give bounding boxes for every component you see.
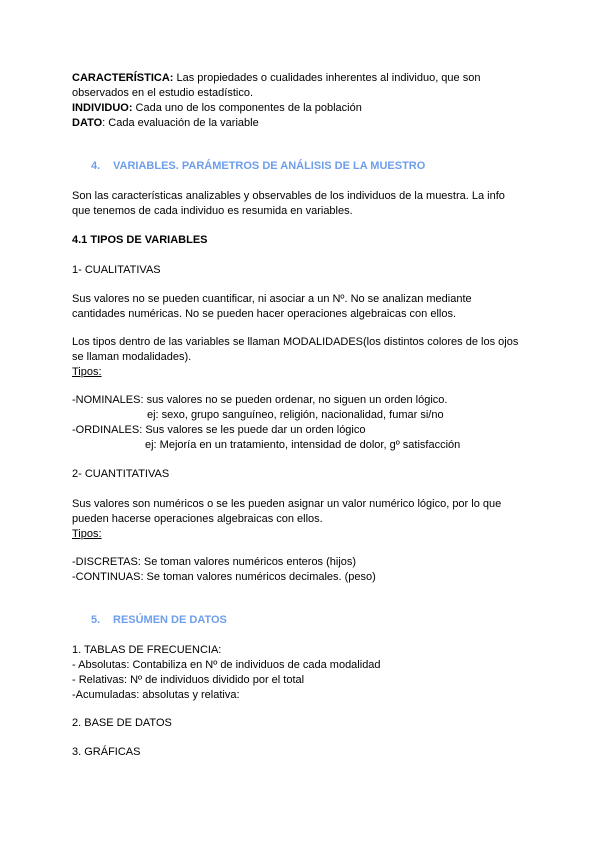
cualitativas-paragraph-1 xyxy=(72,292,542,322)
tipos-label: Tipos: xyxy=(72,528,102,540)
cualitativas-title: 1- CUALITATIVAS xyxy=(72,264,161,276)
paragraph-line: Los tipos dentro de las variables se llaman MODALIDADES(los distintos colores de los ojos xyxy=(72,336,519,348)
definition-term: DATO xyxy=(72,117,103,129)
intro-line-2: que tenemos de cada individuo es resumida en variables. xyxy=(72,205,353,217)
definition-term: CARACTERÍSTICA: xyxy=(72,72,174,84)
paragraph-line: Sus valores no se pueden cuantificar, ni asociar a un Nº. No se analizan mediante xyxy=(72,293,472,305)
type-ordinales-example: ej: Mejoría en un tratamiento, intensidad de dolor, gº satisfacción xyxy=(145,439,461,451)
section4-title: VARIABLES. PARÁMETROS DE ANÁLISIS DE LA MUESTRO xyxy=(113,160,426,172)
paragraph-line: Sus valores son numéricos o se les pueden asignar un valor numérico lógico, por lo que xyxy=(72,498,502,510)
section5-heading xyxy=(91,613,561,628)
type-continuas: -CONTINUAS: Se toman valores numéricos decimales. (peso) xyxy=(72,571,376,583)
definition-dato xyxy=(72,116,542,131)
list-item-relativas: - Relativas: Nº de individuos dividido por el total xyxy=(72,674,305,686)
cuantitativas-types xyxy=(72,555,542,585)
cuantitativas-paragraph xyxy=(72,497,542,542)
definition-caracteristica xyxy=(72,71,542,86)
definition-text: Cada uno de los componentes de la población xyxy=(132,102,362,114)
definition-caracteristica-cont: observados en el estudio estadístico. xyxy=(72,87,254,99)
definition-term: INDIVIDUO: xyxy=(72,102,133,114)
list-item-base-datos: 2. BASE DE DATOS xyxy=(72,717,172,729)
subsection-title: 4.1 TIPOS DE VARIABLES xyxy=(72,234,208,246)
type-ordinales: -ORDINALES: Sus valores se les puede dar un orden lógico xyxy=(72,424,366,436)
section5-number: 5. xyxy=(91,614,101,626)
cualitativas-paragraph-2 xyxy=(72,335,542,380)
definition-text: Las propiedades o cualidades inherentes al individuo, que son xyxy=(173,72,481,84)
cualitativas-types xyxy=(72,393,542,453)
list-item-absolutas: - Absolutas: Contabiliza en Nº de individuos de cada modalidad xyxy=(72,659,381,671)
paragraph-line: cantidades numéricas. No se pueden hacer operaciones algebraicas con ellos. xyxy=(72,308,457,320)
tipos-label: Tipos: xyxy=(72,366,102,378)
section5-title: RESÚMEN DE DATOS xyxy=(113,614,227,626)
list-item-graficas: 3. GRÁFICAS xyxy=(72,746,141,758)
definition-text: : Cada evaluación de la variable xyxy=(102,117,259,129)
paragraph-line: pueden hacerse operaciones algebraicas con ellos. xyxy=(72,513,323,525)
section4-intro xyxy=(72,189,542,219)
list-item-tablas: 1. TABLAS DE FRECUENCIA: xyxy=(72,644,222,656)
type-nominales-example: ej: sexo, grupo sanguíneo, religión, nacionalidad, fumar si/no xyxy=(147,409,444,421)
definitions-block xyxy=(72,71,542,131)
section5-list xyxy=(72,643,542,703)
definition-individuo xyxy=(72,101,542,116)
type-nominales: -NOMINALES: sus valores no se pueden ordenar, no siguen un orden lógico. xyxy=(72,394,448,406)
list-item-acumuladas: -Acumuladas: absolutas y relativa: xyxy=(72,689,240,701)
intro-line-1: Son las características analizables y observables de los individuos de la muestra. La info xyxy=(72,190,505,202)
section4-number: 4. xyxy=(91,160,101,172)
cuantitativas-title: 2- CUANTITATIVAS xyxy=(72,468,170,480)
section4-heading xyxy=(91,159,561,174)
type-discretas: -DISCRETAS: Se toman valores numéricos enteros (hijos) xyxy=(72,556,357,568)
paragraph-line: se llaman modalidades). xyxy=(72,351,192,363)
